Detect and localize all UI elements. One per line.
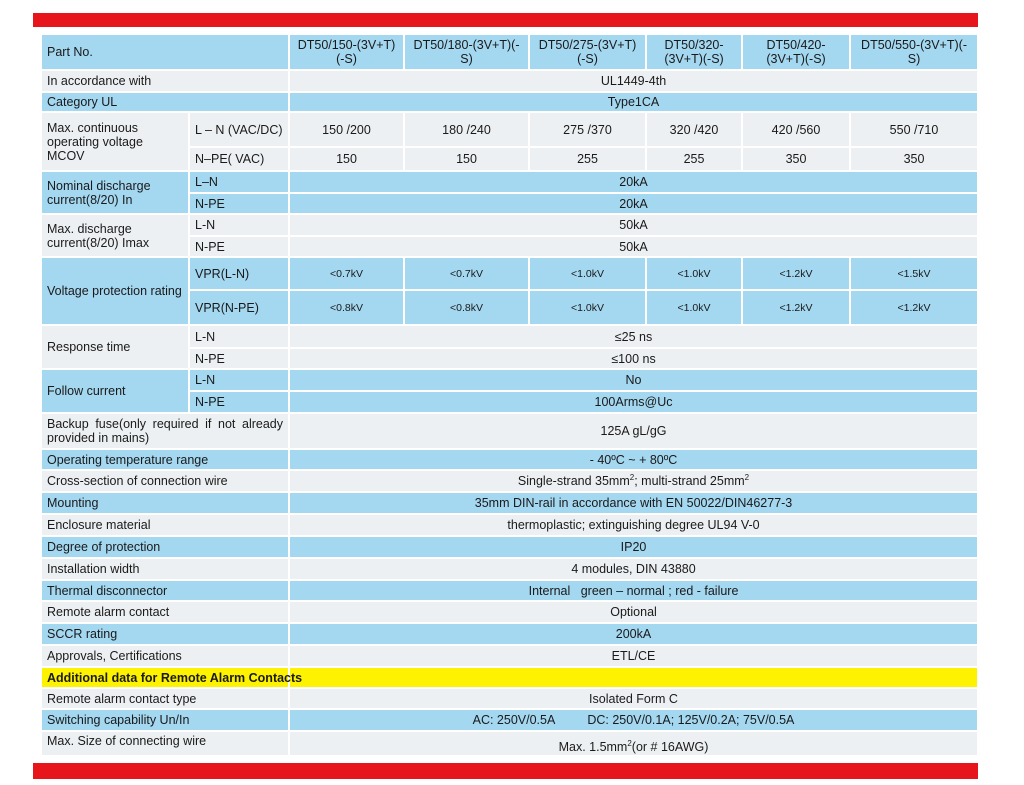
table-row bbox=[41, 645, 978, 667]
nominal-discharge-label: Nominal discharge current(8/20) In bbox=[41, 171, 189, 214]
backup-fuse-value: 125A gL/gG bbox=[289, 413, 978, 449]
remote-alarm-value: Optional bbox=[289, 601, 978, 623]
vpr-npe-label: VPR(N-PE) bbox=[189, 290, 289, 325]
sccr-value: 200kA bbox=[289, 623, 978, 645]
table-row bbox=[41, 536, 978, 558]
vpr-ln-6: <1.5kV bbox=[850, 257, 978, 290]
wire-size-label: Max. Size of connecting wire bbox=[41, 731, 289, 756]
table-row bbox=[41, 257, 978, 290]
switching-value: AC: 250V/0.5A DC: 250V/0.1A; 125V/0.2A; 75V/0.5A bbox=[289, 709, 978, 731]
response-npe-label: N-PE bbox=[189, 348, 289, 369]
table-row bbox=[41, 601, 978, 623]
nominal-npe-label: N-PE bbox=[189, 193, 289, 214]
top-red-bar bbox=[33, 13, 978, 27]
table-row bbox=[41, 369, 978, 391]
alarm-type-value: Isolated Form C bbox=[289, 688, 978, 709]
follow-npe-value: 100Arms@Uc bbox=[289, 391, 978, 413]
mounting-label: Mounting bbox=[41, 492, 289, 514]
mcov-ln-5: 420 /560 bbox=[742, 112, 850, 147]
model-4: DT50/320-(3V+T)(-S) bbox=[646, 34, 742, 70]
model-6: DT50/550-(3V+T)(-S) bbox=[850, 34, 978, 70]
max-ln-label: L-N bbox=[189, 214, 289, 236]
mcov-npe-6: 350 bbox=[850, 147, 978, 171]
remote-alarm-label: Remote alarm contact bbox=[41, 601, 289, 623]
temp-label: Operating temperature range bbox=[41, 449, 289, 470]
vpr-npe-6: <1.2kV bbox=[850, 290, 978, 325]
vpr-ln-1: <0.7kV bbox=[289, 257, 404, 290]
model-1: DT50/150-(3V+T)(-S) bbox=[289, 34, 404, 70]
degree-value: IP20 bbox=[289, 536, 978, 558]
table-row bbox=[41, 214, 978, 236]
mcov-ln-1: 150 /200 bbox=[289, 112, 404, 147]
vpr-npe-1: <0.8kV bbox=[289, 290, 404, 325]
max-discharge-label: Max. discharge current(8/20) Imax bbox=[41, 214, 189, 257]
model-5: DT50/420-(3V+T)(-S) bbox=[742, 34, 850, 70]
spec-table bbox=[40, 33, 979, 757]
enclosure-value: thermoplastic; extinguishing degree UL94 V-0 bbox=[289, 514, 978, 536]
mcov-npe-5: 350 bbox=[742, 147, 850, 171]
response-ln-value: ≤25 ns bbox=[289, 325, 978, 348]
follow-ln-label: L-N bbox=[189, 369, 289, 391]
mcov-ln-2: 180 /240 bbox=[404, 112, 529, 147]
bottom-red-bar bbox=[33, 763, 978, 779]
degree-label: Degree of protection bbox=[41, 536, 289, 558]
vpr-ln-4: <1.0kV bbox=[646, 257, 742, 290]
model-2: DT50/180-(3V+T)(-S) bbox=[404, 34, 529, 70]
install-width-label: Installation width bbox=[41, 558, 289, 580]
table-row bbox=[41, 325, 978, 348]
mcov-npe-3: 255 bbox=[529, 147, 646, 171]
table-row bbox=[41, 112, 978, 147]
response-npe-value: ≤100 ns bbox=[289, 348, 978, 369]
response-ln-label: L-N bbox=[189, 325, 289, 348]
mcov-npe-4: 255 bbox=[646, 147, 742, 171]
nominal-ln-value: 20kA bbox=[289, 171, 978, 193]
thermal-label: Thermal disconnector bbox=[41, 580, 289, 601]
cross-section-value: Single-strand $35mm^2$; multi-strand $25mm^2$ bbox=[289, 470, 978, 492]
follow-ln-value: No bbox=[289, 369, 978, 391]
table-row bbox=[41, 492, 978, 514]
install-width-value: 4 modules, DIN 43880 bbox=[289, 558, 978, 580]
mcov-label: Max. continuous operating voltage MCOV bbox=[41, 112, 189, 171]
table-row bbox=[41, 171, 978, 193]
response-label: Response time bbox=[41, 325, 189, 369]
vpr-npe-5: <1.2kV bbox=[742, 290, 850, 325]
alarm-type-label: Remote alarm contact type bbox=[41, 688, 289, 709]
wire-size-value: Max. $1.5mm^2(or$ # 16AWG) bbox=[289, 731, 978, 756]
mcov-ln-6: 550 /710 bbox=[850, 112, 978, 147]
vpr-npe-2: <0.8kV bbox=[404, 290, 529, 325]
header-row bbox=[41, 34, 978, 70]
mcov-npe-label: N–PE( VAC) bbox=[189, 147, 289, 171]
section-header-row bbox=[41, 667, 978, 688]
mcov-ln-3: 275 /370 bbox=[529, 112, 646, 147]
table-row bbox=[41, 623, 978, 645]
table-row bbox=[41, 731, 978, 756]
in-accordance-value: UL1449-4th bbox=[289, 70, 978, 92]
vpr-ln-2: <0.7kV bbox=[404, 257, 529, 290]
additional-data-title: Additional data for Remote Alarm Contacts bbox=[41, 667, 289, 688]
thermal-value: Internal green – normal ; red - failure bbox=[289, 580, 978, 601]
in-accordance-label: In accordance with bbox=[41, 70, 289, 92]
category-value: Type1CA bbox=[289, 92, 978, 112]
nominal-npe-value: 20kA bbox=[289, 193, 978, 214]
vpr-label: Voltage protection rating bbox=[41, 257, 189, 325]
vpr-npe-3: <1.0kV bbox=[529, 290, 646, 325]
temp-value: - 40ºC ~ + 80ºC bbox=[289, 449, 978, 470]
follow-label: Follow current bbox=[41, 369, 189, 413]
table-row bbox=[41, 449, 978, 470]
table-row bbox=[41, 514, 978, 536]
vpr-ln-3: <1.0kV bbox=[529, 257, 646, 290]
mcov-npe-1: 150 bbox=[289, 147, 404, 171]
nominal-ln-label: L–N bbox=[189, 171, 289, 193]
category-label: Category UL bbox=[41, 92, 289, 112]
vpr-ln-label: VPR(L-N) bbox=[189, 257, 289, 290]
table-row bbox=[41, 688, 978, 709]
table-row bbox=[41, 558, 978, 580]
model-3: DT50/275-(3V+T)(-S) bbox=[529, 34, 646, 70]
switching-label: Switching capability Un/In bbox=[41, 709, 289, 731]
mounting-value: 35mm DIN-rail in accordance with EN 50022/DIN46277-3 bbox=[289, 492, 978, 514]
table-row bbox=[41, 580, 978, 601]
follow-npe-label: N-PE bbox=[189, 391, 289, 413]
sccr-label: SCCR rating bbox=[41, 623, 289, 645]
enclosure-label: Enclosure material bbox=[41, 514, 289, 536]
mcov-ln-4: 320 /420 bbox=[646, 112, 742, 147]
section-header-fill bbox=[289, 667, 978, 688]
vpr-ln-5: <1.2kV bbox=[742, 257, 850, 290]
table-row bbox=[41, 70, 978, 92]
part-no-label: Part No. bbox=[41, 34, 289, 70]
max-ln-value: 50kA bbox=[289, 214, 978, 236]
backup-fuse-label: Backup fuse(only required if not already provided in mains) bbox=[41, 413, 289, 449]
table-row bbox=[41, 92, 978, 112]
approvals-value: ETL/CE bbox=[289, 645, 978, 667]
table-row bbox=[41, 413, 978, 449]
vpr-npe-4: <1.0kV bbox=[646, 290, 742, 325]
mcov-ln-label: L – N (VAC/DC) bbox=[189, 112, 289, 147]
table-row bbox=[41, 470, 978, 492]
max-npe-value: 50kA bbox=[289, 236, 978, 257]
cross-section-label: Cross-section of connection wire bbox=[41, 470, 289, 492]
table-row bbox=[41, 709, 978, 731]
max-npe-label: N-PE bbox=[189, 236, 289, 257]
approvals-label: Approvals, Certifications bbox=[41, 645, 289, 667]
mcov-npe-2: 150 bbox=[404, 147, 529, 171]
